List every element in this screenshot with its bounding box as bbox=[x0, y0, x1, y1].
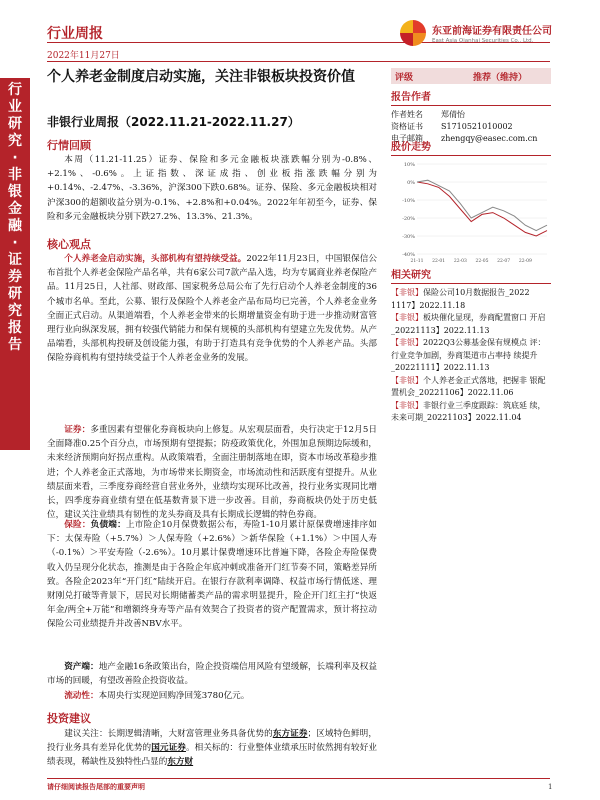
related-list bbox=[391, 287, 551, 425]
related-item-tag: 【非银】 bbox=[391, 400, 423, 410]
x-tick-label: 22-09 bbox=[518, 259, 532, 264]
core-paragraph-liquidity bbox=[47, 689, 377, 703]
sidebar-label: 行业研究·非银金融·证券研究报告 bbox=[8, 82, 22, 353]
author-row bbox=[391, 121, 551, 133]
author-value: 郑倩怡 bbox=[441, 110, 465, 119]
advice-stock-1: 东方证券 bbox=[272, 729, 308, 739]
securities-text: 多重因素有望催化券商板块向上修复。从宏观层面看，央行决定于12月5日全面降准0.25个百分点，市场预期有望提振；防疫政策优化，外围加息预期边际缓和，未来经济预期向好拐点重构。从政策端看，全面注册制落地在即，资本市场改革稳步推进；个人养老金正式落地，为市场带来长期资金，市场流动性和活跃度有望提升。从业绩层面来看，三季度券商经营自营业务外，业绩均实现环比改善，投行业务实现同比增长，四季度券商业绩有望在低基数背景下进一步改善。目前，券商板块仍处于历史低位，建议关注业绩具有韧性的龙头券商及具有长期成长逻辑的特色券商。 bbox=[47, 425, 377, 521]
x-tick-label: 22-03 bbox=[453, 259, 467, 264]
series-line bbox=[417, 182, 547, 236]
core-lead-1: 个人养老金启动实施，头部机构有望持续受益。 bbox=[64, 254, 247, 264]
x-tick-label: 22-01 bbox=[432, 259, 446, 264]
core-paragraph-securities bbox=[47, 423, 377, 522]
x-tick-label: 22-07 bbox=[497, 259, 511, 264]
insurance-lead: 保险： bbox=[64, 520, 91, 530]
related-item-text: 非银行业三季度跟踪：筑底延 续，未来可期_20221103】2022.11.04 bbox=[391, 400, 546, 422]
author-key: 作者姓名 bbox=[391, 110, 423, 119]
core-paragraph-assets bbox=[47, 660, 377, 688]
core-text-1: 2022年11月23日，中国银保信公布首批个人养老金保险产品名单，共有6家公司7款产品入选，均为专属商业养老保险产品。11月25日，人社部、财政部、国家税务总局公布了先行启动个人养老金制度的36个城市名单。至此，公募、银行及保险个人养老金产品布局均已完善，个人养老金业务全面正式启动。从渠道端看，个人养老金带来的长期增量资金有助于进一步推动财富管理行业向纵深发展，拥有较强代销能力和保有规模的头部机构有望建立先发优势。从产品端看，头部机构投研及创设能力强，有助于打造具有竞争优势的个人养老产品。头部保险券商机构有望持续受益于个人养老金业务的发展。 bbox=[47, 254, 377, 364]
logo-en-text: East Asia Qianhai Securities Co., Ltd. bbox=[432, 38, 534, 44]
report-date: 2022年11月27日 bbox=[47, 51, 120, 61]
related-item[interactable] bbox=[391, 312, 551, 337]
core-paragraph-1 bbox=[47, 252, 377, 366]
related-item-text: 个人养老金正式落地，把握非 银配置机会_20221106】2022.11.06 bbox=[391, 375, 546, 397]
related-research-block bbox=[391, 266, 551, 425]
related-item[interactable] bbox=[391, 337, 551, 375]
related-item[interactable] bbox=[391, 375, 551, 400]
author-key: 资格证书 bbox=[391, 122, 423, 131]
footer-disclaimer: 请仔细阅读报告尾部的重要声明 bbox=[47, 782, 145, 791]
advice-text-1: 建议关注：长期逻辑清晰，大财富管理业务具备优势的 bbox=[64, 729, 273, 739]
author-heading: 报告作者 bbox=[391, 88, 551, 106]
x-tick-label: 21-11 bbox=[410, 259, 424, 264]
related-heading: 相关研究 bbox=[391, 266, 551, 284]
advice-stock-3: 东方财 bbox=[167, 757, 194, 768]
x-tick-label: 22-05 bbox=[475, 259, 489, 264]
liability-lead: 负债端： bbox=[90, 520, 126, 530]
company-logo bbox=[400, 20, 552, 46]
report-subtitle: 非银行业周报（2022.11.21-2022.11.27） bbox=[47, 115, 300, 129]
page-number: 1 bbox=[548, 783, 553, 791]
author-row bbox=[391, 109, 551, 121]
author-value: zhengqy@easec.com.cn bbox=[441, 134, 538, 143]
related-item[interactable] bbox=[391, 287, 551, 312]
section-heading-core: 核心观点 bbox=[47, 238, 91, 251]
y-tick-label: -20% bbox=[402, 216, 415, 222]
rating-value: 推荐（维持） bbox=[473, 72, 528, 83]
related-item-tag: 【非银】 bbox=[391, 313, 423, 322]
asset-text: 地产金融16条政策出台，险企投资端信用风险有望缓解，长端利率及权益市场的回暖，有望改善险企投资收益。 bbox=[47, 662, 377, 687]
related-item-tag: 【非银】 bbox=[391, 375, 423, 385]
related-item[interactable] bbox=[391, 400, 551, 425]
rating-bar bbox=[391, 68, 551, 84]
category-sidebar bbox=[0, 78, 30, 450]
advice-paragraph bbox=[47, 727, 377, 770]
advice-text-2: ；区域特色鲜明，投行业务具有差异化优势的 bbox=[47, 729, 377, 754]
chart-title: 股价走势 bbox=[391, 138, 551, 156]
securities-lead: 证券： bbox=[64, 425, 91, 435]
author-value: S1710521010002 bbox=[441, 122, 513, 131]
author-key: 电子邮箱 bbox=[391, 134, 423, 143]
y-tick-label: -30% bbox=[402, 234, 415, 240]
y-tick-label: 10% bbox=[403, 162, 415, 168]
report-title: 个人养老金制度启动实施，关注非银板块投资价值 bbox=[47, 69, 355, 85]
related-item-text: 保险公司10月数据报告_2022 1117】2022.11.18 bbox=[391, 288, 530, 310]
price-chart bbox=[391, 156, 551, 266]
core-paragraph-insurance bbox=[47, 518, 377, 632]
logo-cn-text: 东亚前海证券有限责任公司 bbox=[432, 26, 552, 37]
section-heading-advice: 投资建议 bbox=[47, 712, 91, 725]
y-tick-label: -10% bbox=[402, 198, 415, 204]
series-line bbox=[417, 180, 547, 230]
related-item-tag: 【非银】 bbox=[391, 288, 423, 297]
insurance-text: 上市险企10月保费数据公布，寿险1-10月累计原保费增速排序如下：太保寿险（+5.7%）＞人保寿险（+2.6%）＞新华保险（+1.1%）＞中国人寿（-0.1%）＞平安寿险（-2.6%）。10月累计保费增速环比普遍下降，各险企寿险保费收入仍呈现分化状态，推测是由于各险企年底冲刺或准备开门红节奏不同，策略差异所致。各险企2023年“开门红”陆续开启。在银行存款利率调降、权益市场行情低迷、理财刚兑打破等背景下，居民对长期储蓄类产品的需求明显提升，险企开门红主打“快返年金/两全+万能”和增额终身寿等产品有效契合了投资者的资产配置需求，预计将拉动保险公司业绩提升并改善NBV水平。 bbox=[47, 520, 377, 630]
related-item-text: 2022Q3公募基金保有规模点 评：行业竞争加剧，券商渠道市占率持 续提升_20221111】2022.11.13 bbox=[391, 338, 546, 372]
asset-lead: 资产端： bbox=[64, 662, 99, 672]
section-heading-review: 行情回顾 bbox=[47, 139, 91, 152]
logo-mark-icon bbox=[400, 20, 426, 46]
rating-label: 评级 bbox=[395, 72, 414, 83]
header-divider-2 bbox=[47, 61, 550, 62]
liquidity-text: 本周央行实现逆回购净回笼3780亿元。 bbox=[98, 691, 250, 701]
related-item-tag: 【非银】 bbox=[391, 338, 423, 347]
related-item-text: 板块催化显现，券商配置窗口 开启_20221113】2022.11.13 bbox=[391, 313, 546, 335]
y-tick-label: 0% bbox=[407, 180, 415, 186]
y-tick-label: -40% bbox=[402, 252, 415, 258]
advice-stock-2: 国元证券 bbox=[151, 743, 186, 754]
price-chart-block bbox=[391, 138, 551, 270]
review-paragraph: 本周（11.21-11.25）证券、保险和多元金融板块涨跌幅分别为-0.8%、+2.1%、-0.6%。上证指数、深证成指、创业板指涨跌幅分别为+0.14%、-2.47%、-3.36%，沪深300下跌0.68%。证券、保险、多元金融板块相对沪深300的超额收益分别为-0.1%、+2.8%和+0.04%。2022年年初至今，证券、保险和多元金融板块分别下跌27.2%、13.3%、21.3%。 bbox=[47, 155, 377, 222]
author-block bbox=[391, 88, 551, 145]
footer-divider bbox=[47, 778, 550, 779]
advice-text-3: 。相关标的：行业整体业绩承压时依然拥有较好业绩表现，稀缺性及独特性凸显的 bbox=[47, 743, 377, 768]
report-type: 行业周报 bbox=[47, 26, 103, 42]
liquidity-lead: 流动性： bbox=[64, 691, 99, 701]
